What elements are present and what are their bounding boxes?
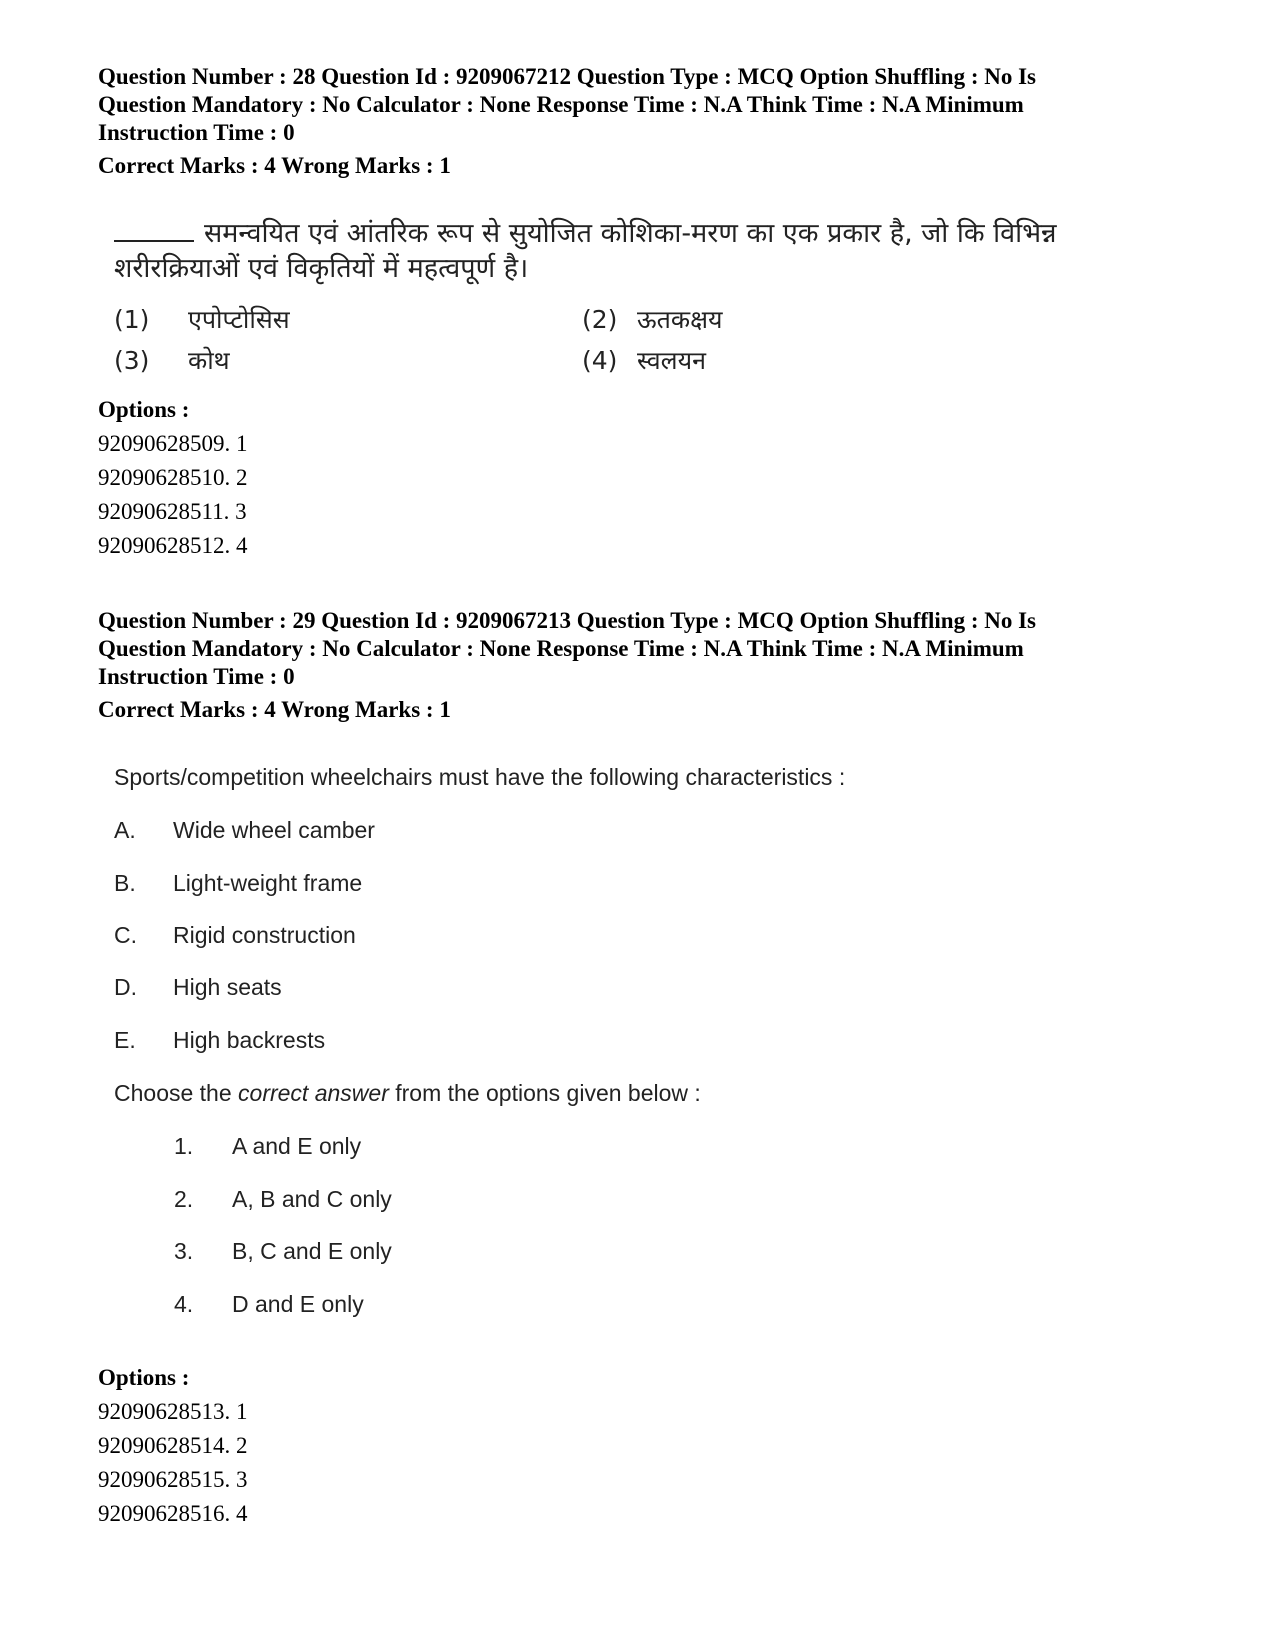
- q28-option-1: 92090628509. 1: [98, 431, 248, 456]
- choice-number: (1): [114, 305, 150, 334]
- q29-item-d: [114, 972, 282, 1002]
- q29-meta-line3: Instruction Time : 0: [98, 664, 295, 689]
- answer-label: 1.: [174, 1133, 194, 1159]
- q29-answer-1: [174, 1131, 361, 1161]
- q28-choice-1: [114, 303, 290, 337]
- blank-line: [114, 222, 194, 242]
- choice-text: स्वलयन: [637, 346, 706, 375]
- choose-emphasis: correct answer: [238, 1080, 389, 1106]
- q28-option-4: 92090628512. 4: [98, 533, 248, 558]
- q29-item-b: [114, 868, 362, 898]
- item-label: D.: [114, 974, 137, 1000]
- answer-label: 4.: [174, 1291, 194, 1317]
- answer-text: A, B and C only: [232, 1186, 392, 1212]
- choose-prefix: Choose the: [114, 1080, 239, 1106]
- item-text: High backrests: [173, 1027, 326, 1053]
- choice-text: एपोप्टोसिस: [188, 305, 290, 334]
- q29-answer-3: [174, 1236, 392, 1266]
- item-text: Wide wheel camber: [173, 817, 375, 843]
- q29-item-c: [114, 920, 356, 950]
- q28-option-2: 92090628510. 2: [98, 465, 248, 490]
- q28-meta-line1: Question Number : 28 Question Id : 9209067212 Question Type : MCQ Option Shuffling : No Is: [98, 64, 1037, 89]
- q29-stem: Sports/competition wheelchairs must have the following characteristics :: [114, 764, 846, 790]
- q28-choice-4: [582, 344, 706, 378]
- choice-text: कोथ: [188, 346, 230, 375]
- q28-meta: [98, 63, 1178, 147]
- choice-number: (3): [114, 346, 150, 375]
- choice-text: ऊतकक्षय: [637, 305, 723, 334]
- q28-options-heading: Options :: [98, 397, 190, 422]
- choice-number: (2): [582, 305, 618, 334]
- q29-option-4: 92090628516. 4: [98, 1501, 248, 1526]
- q28-choice-3: [114, 344, 230, 378]
- item-label: A.: [114, 817, 136, 843]
- choose-suffix: from the options given below :: [388, 1080, 701, 1106]
- q29-answer-4: [174, 1289, 364, 1319]
- q28-stem-line1-text: समन्वयित एवं आंतरिक रूप से सुयोजित कोशिका-मरण का एक प्रकार है, जो कि विभिन्न: [204, 218, 1057, 249]
- q28-meta-line3: Instruction Time : 0: [98, 120, 295, 145]
- q28-stem-line2: शरीरक्रियाओं एवं विकृतियों में महत्वपूर्ण है।: [114, 253, 529, 284]
- item-label: B.: [114, 870, 136, 896]
- q29-option-1: 92090628513. 1: [98, 1399, 248, 1424]
- q29-meta: [98, 607, 1178, 691]
- item-text: Rigid construction: [173, 922, 356, 948]
- q28-stem: [114, 216, 1114, 286]
- q29-meta-line1: Question Number : 29 Question Id : 9209067213 Question Type : MCQ Option Shuffling : No Is: [98, 608, 1037, 633]
- choice-number: (4): [582, 346, 618, 375]
- item-text: High seats: [173, 974, 282, 1000]
- q29-meta-line2: Question Mandatory : No Calculator : None Response Time : N.A Think Time : N.A Minimum: [98, 636, 1024, 661]
- answer-text: B, C and E only: [232, 1238, 392, 1264]
- answer-text: A and E only: [232, 1133, 362, 1159]
- q29-choose-instruction: [114, 1078, 701, 1108]
- item-text: Light-weight frame: [173, 870, 363, 896]
- answer-label: 2.: [174, 1186, 194, 1212]
- item-label: E.: [114, 1027, 136, 1053]
- q29-item-a: [114, 815, 375, 845]
- answer-label: 3.: [174, 1238, 194, 1264]
- q29-option-2: 92090628514. 2: [98, 1433, 248, 1458]
- answer-text: D and E only: [232, 1291, 364, 1317]
- q28-marks: Correct Marks : 4 Wrong Marks : 1: [98, 153, 451, 178]
- q28-option-3: 92090628511. 3: [98, 499, 247, 524]
- q29-option-3: 92090628515. 3: [98, 1467, 248, 1492]
- q28-choice-2: [582, 303, 723, 337]
- q29-item-e: [114, 1025, 325, 1055]
- item-label: C.: [114, 922, 137, 948]
- q29-options-heading: Options :: [98, 1365, 190, 1390]
- q28-meta-line2: Question Mandatory : No Calculator : None Response Time : N.A Think Time : N.A Minimum: [98, 92, 1024, 117]
- q29-marks: Correct Marks : 4 Wrong Marks : 1: [98, 697, 451, 722]
- q29-answer-2: [174, 1184, 392, 1214]
- q28-stem-line1: [114, 216, 1114, 251]
